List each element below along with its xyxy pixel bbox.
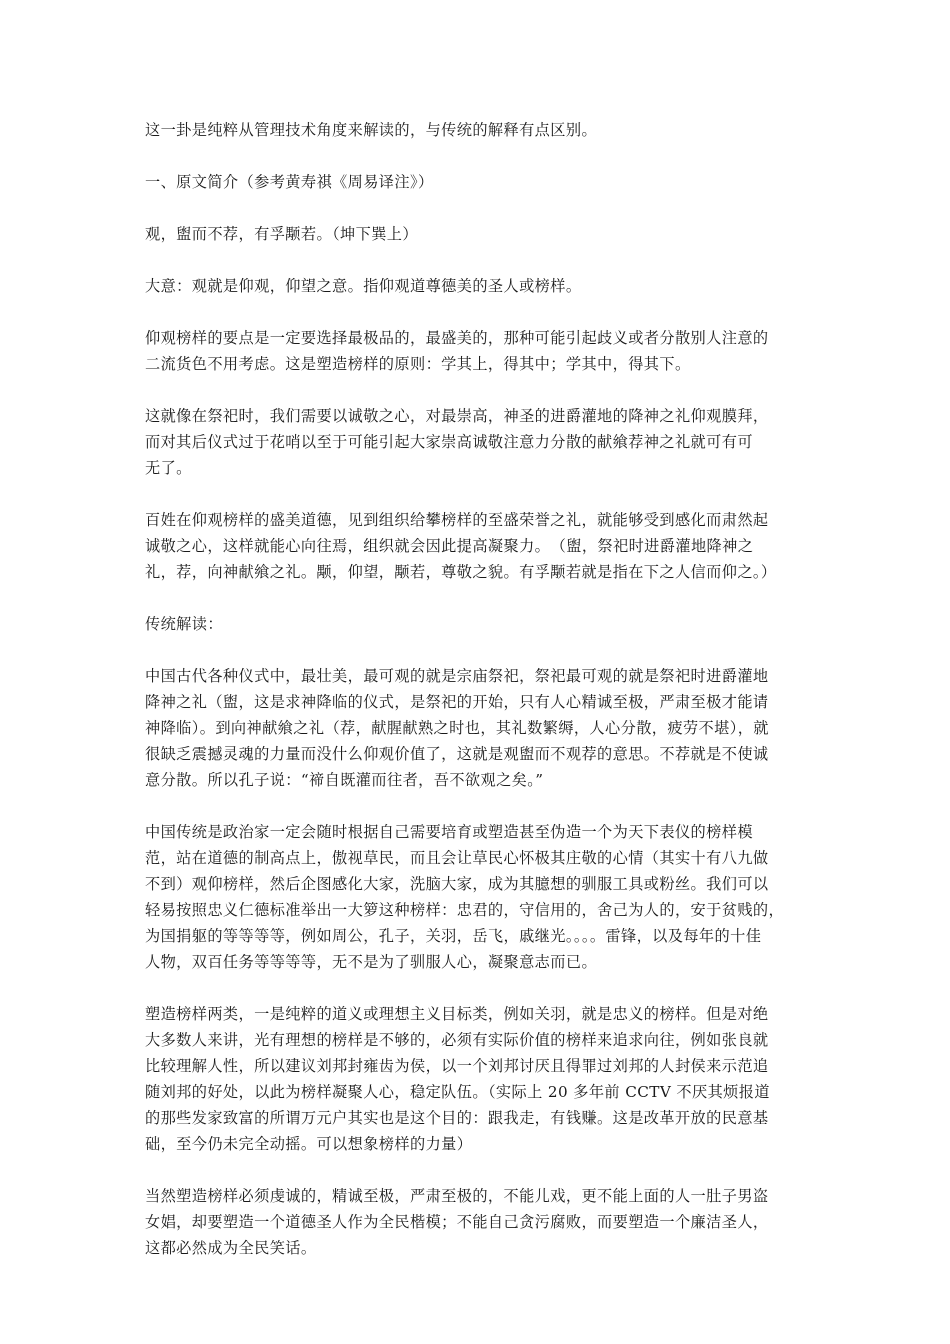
text-line: 而对其后仪式过于花哨以至于可能引起大家崇高诚敬注意力分散的献飨荐神之礼就可有可 <box>145 433 753 451</box>
paragraph <box>145 507 815 585</box>
text-line: 诚敬之心，这样就能心向往焉，组织就会因此提高凝聚力。 （盥，祭祀时进爵灌地降神之 <box>145 537 754 555</box>
text-line: 不到）观仰榜样，然后企图感化大家，洗脑大家，成为其臆想的驯服工具或粉丝。我们可以 <box>145 875 769 893</box>
text-line: 一、原文简介（参考黄寿祺《周易译注》） <box>145 173 434 191</box>
text-line: 二流货色不用考虑。这是塑造榜样的原则：学其上，得其中；学其中，得其下。 <box>145 355 691 373</box>
text-line: 比较理解人性，所以建议刘邦封雍齿为侯，以一个刘邦讨厌且得罪过刘邦的人封侯来示范追 <box>145 1057 769 1075</box>
paragraph <box>145 221 815 247</box>
paragraph <box>145 325 815 377</box>
text-line: 大意：观就是仰观，仰望之意。指仰观道尊德美的圣人或榜样。 <box>145 277 582 295</box>
text-line: 为国捐躯的等等等等，例如周公，孔子，关羽，岳飞，戚继光。。。。雷锋，以及每年的十佳 <box>145 927 762 945</box>
text-line: 范，站在道德的制高点上，傲视草民，而且会让草民心怀极其庄敬的心情（其实十有八九做 <box>145 849 769 867</box>
document-body <box>145 117 815 1287</box>
text-line: 很缺乏震撼灵魂的力量而没什么仰观价值了，这就是观盥而不观荐的意思。不荐就是不使诚 <box>145 745 769 763</box>
paragraph <box>145 1001 815 1157</box>
text-line: 女娼，却要塑造一个道德圣人作为全民楷模；不能自己贪污腐败，而要塑造一个廉洁圣人， <box>145 1213 769 1231</box>
text-line: 中国古代各种仪式中，最壮美，最可观的就是宗庙祭祀，祭祀最可观的就是祭祀时进爵灌地 <box>145 667 769 685</box>
paragraph <box>145 819 815 975</box>
text-line: 无了。 <box>145 459 192 477</box>
paragraph <box>145 169 815 195</box>
paragraph <box>145 663 815 793</box>
text-line: 这就像在祭祀时，我们需要以诚敬之心，对最崇高，神圣的进爵灌地的降神之礼仰观膜拜， <box>145 407 769 425</box>
text-line: 这都必然成为全民笑话。 <box>145 1239 317 1257</box>
text-line: 降神之礼（盥，这是求神降临的仪式，是祭祀的开始，只有人心精诚至极，严肃至极才能请 <box>145 693 769 711</box>
paragraph <box>145 1183 815 1261</box>
text-line: 观，盥而不荐，有孚颙若。（坤下巽上） <box>145 225 418 243</box>
text-line: 中国传统是政治家一定会随时根据自己需要培育或塑造甚至伪造一个为天下表仪的榜样模 <box>145 823 753 841</box>
text-line: 的那些发家致富的所谓万元户其实也是这个目的：跟我走，有钱赚。这是改革开放的民意基 <box>145 1109 769 1127</box>
text-line: 大多数人来讲，光有理想的榜样是不够的，必须有实际价值的榜样来追求向往，例如张良就 <box>145 1031 769 1049</box>
text-line: 当然塑造榜样必须虔诚的，精诚至极，严肃至极的，不能儿戏，更不能上面的人一肚子男盗 <box>145 1187 769 1205</box>
text-line: 礼，荐，向神献飨之礼。颙，仰望，颙若，尊敬之貌。有孚颙若就是指在下之人信而仰之。） <box>145 563 777 581</box>
text-line: 础，至今仍未完全动摇。可以想象榜样的力量） <box>145 1135 473 1153</box>
text-line: 随刘邦的好处，以此为榜样凝聚人心，稳定队伍。（实际上 20 多年前 CCTV 不厌其烦报道 <box>145 1083 770 1101</box>
paragraph <box>145 273 815 299</box>
text-line: 意分散。所以孔子说：“禘自既灌而往者，吾不欲观之矣。” <box>145 771 544 789</box>
text-line: 神降临）。到向神献飨之礼（荐，献腥献熟之时也，其礼数繁缛，人心分散，疲劳不堪），就 <box>145 719 769 737</box>
text-line: 塑造榜样两类，一是纯粹的道义或理想主义目标类，例如关羽，就是忠义的榜样。但是对绝 <box>145 1005 769 1023</box>
paragraph <box>145 611 815 637</box>
paragraph <box>145 117 815 143</box>
text-line: 百姓在仰观榜样的盛美道德，见到组织给攀榜样的至盛荣誉之礼，就能够受到感化而肃然起 <box>145 511 769 529</box>
text-line: 人物，双百任务等等等等，无不是为了驯服人心，凝聚意志而已。 <box>145 953 598 971</box>
text-line: 仰观榜样的要点是一定要选择最极品的，最盛美的，那种可能引起歧义或者分散别人注意的 <box>145 329 769 347</box>
paragraph <box>145 403 815 481</box>
text-line: 这一卦是纯粹从管理技术角度来解读的，与传统的解释有点区别。 <box>145 121 598 139</box>
text-line: 传统解读： <box>145 615 223 633</box>
text-line: 轻易按照忠义仁德标准举出一大箩这种榜样：忠君的，守信用的，舍己为人的，安于贫贱的， <box>145 901 785 919</box>
